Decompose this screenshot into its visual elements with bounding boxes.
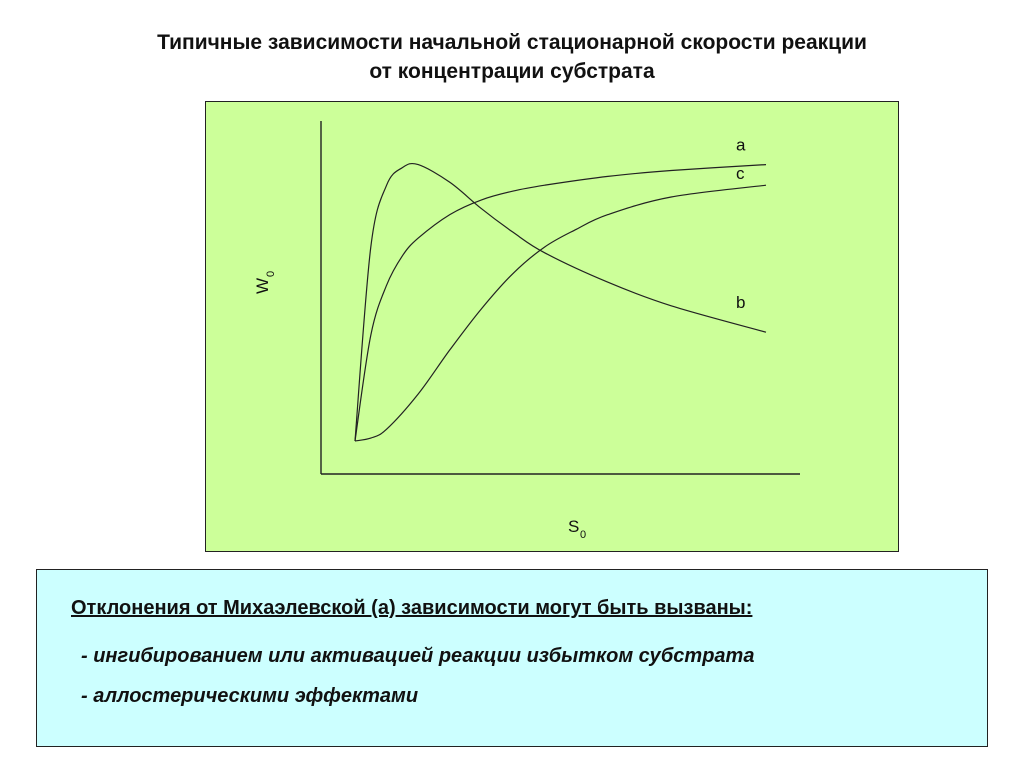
notes-heading: Отклонения от Михаэлевской (а) зависимости могут быть вызваны:	[71, 597, 753, 619]
y-axis-label-group	[253, 271, 277, 294]
y-axis-label-subscript: 0	[265, 270, 277, 277]
series-line-c	[355, 185, 766, 441]
series-line-b	[355, 164, 766, 441]
slide-title	[40, 28, 984, 86]
notes-box	[36, 569, 988, 747]
chart-panel	[205, 101, 899, 552]
x-axis-label-subscript: 0	[580, 529, 587, 541]
note-item: - ингибированием или активацией реакции избытком субстрата	[81, 645, 755, 667]
y-axis-label: W	[253, 277, 272, 294]
note-item: - аллостерическими эффектами	[81, 685, 419, 707]
series-label-c: c	[736, 164, 745, 184]
series-line-a	[355, 165, 766, 441]
x-axis-label: S	[568, 517, 580, 536]
slide-title-line-2: от концентрации субстрата	[369, 60, 655, 83]
chart-plot	[206, 102, 898, 551]
series-label-a: a	[736, 135, 746, 155]
series-label-b: b	[736, 293, 746, 313]
slide-title-line-1: Типичные зависимости начальной стационарной скорости реакции	[157, 31, 867, 54]
